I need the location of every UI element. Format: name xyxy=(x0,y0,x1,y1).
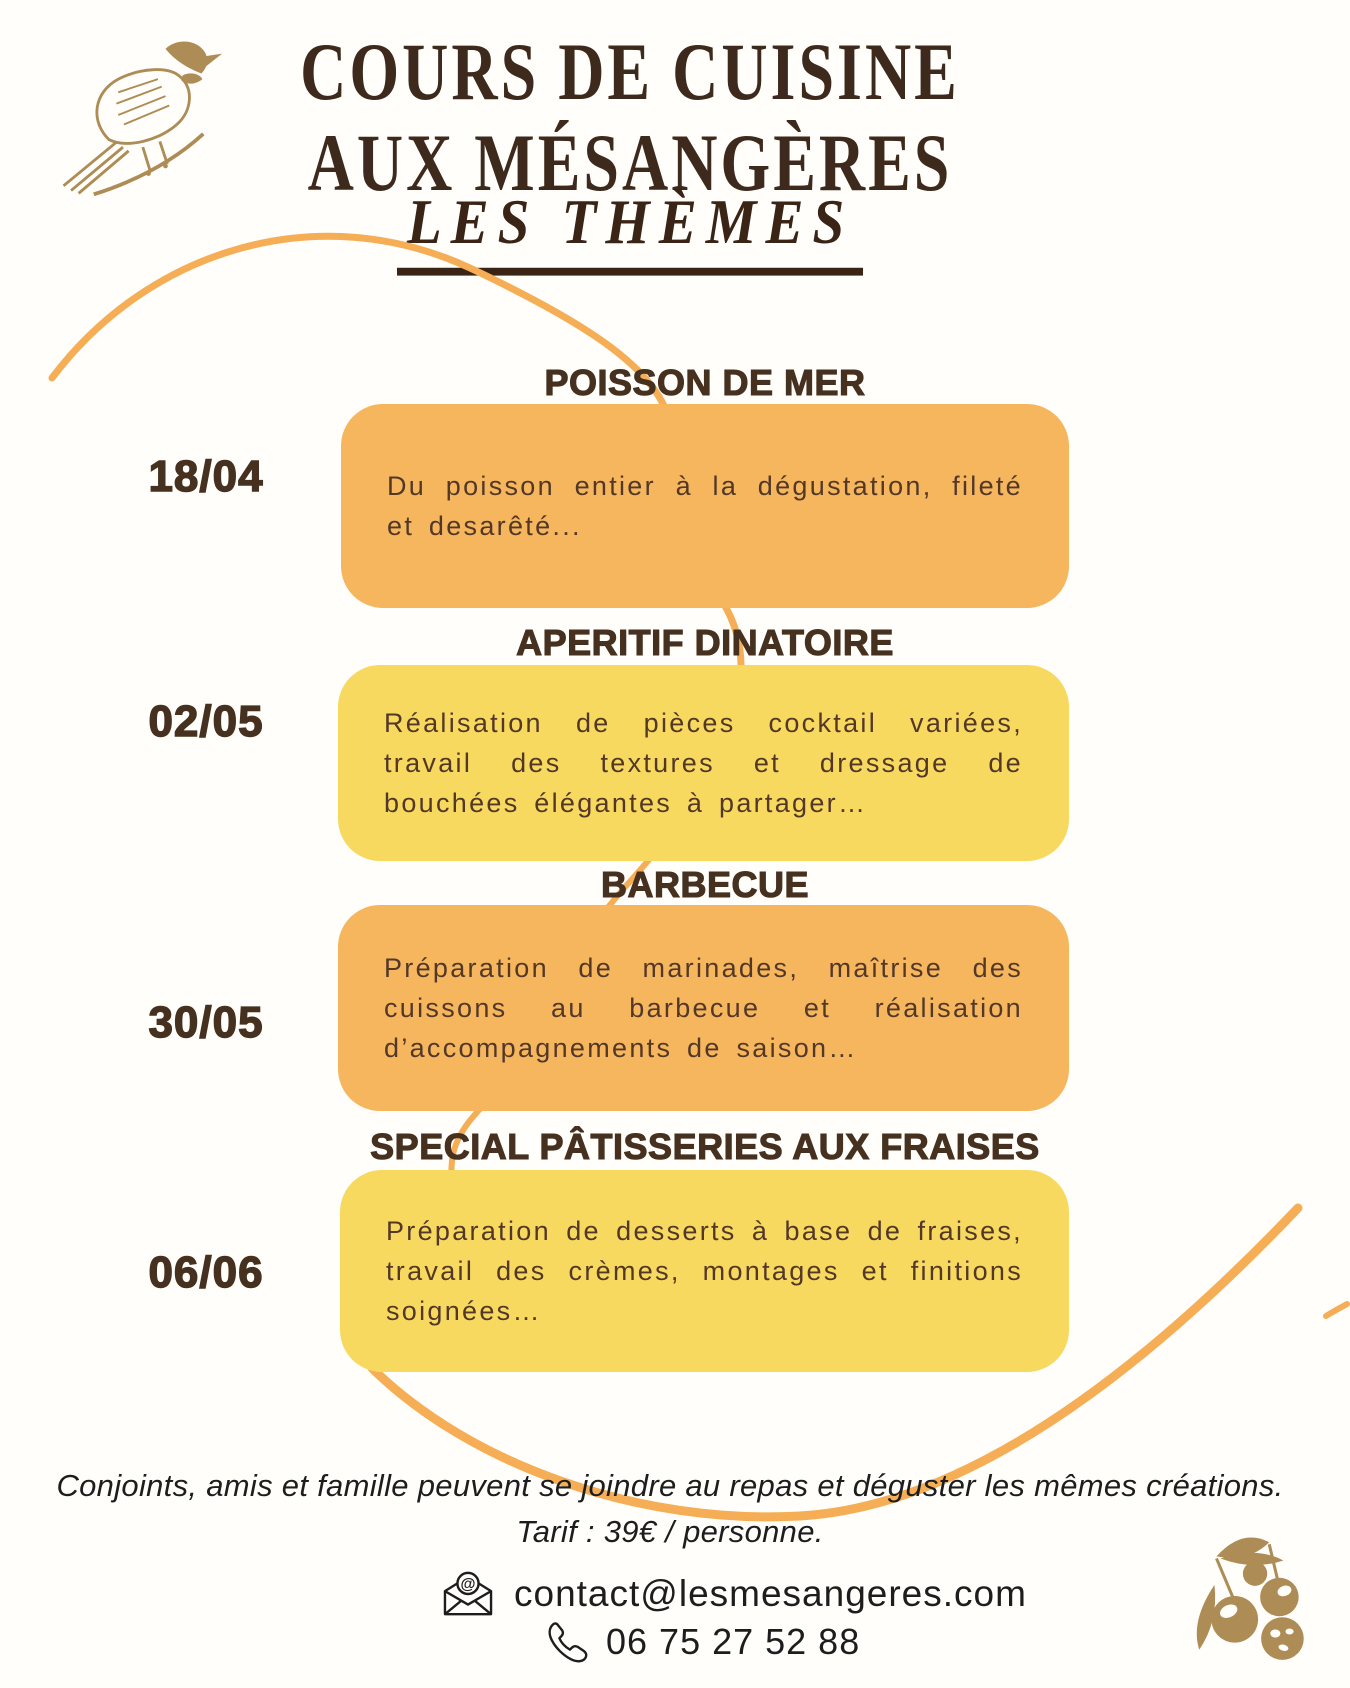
footer-price: Tarif : 39€ / personne. xyxy=(516,1514,824,1549)
theme-card-3 xyxy=(338,905,1069,1111)
svg-text:@: @ xyxy=(460,1576,476,1594)
phone-handset-icon xyxy=(546,1620,590,1664)
email-row xyxy=(440,1570,1027,1618)
title-line-1: COURS DE CUISINE xyxy=(300,26,960,117)
theme-title-barbecue: BARBECUE xyxy=(600,864,809,905)
theme-title-aperitif: APERITIF DINATOIRE xyxy=(516,622,894,663)
theme-title-patisseries: SPECIAL PÂTISSERIES AUX FRAISES xyxy=(370,1126,1040,1167)
footer-note: Conjoints, amis et famille peuvent se joindre au repas et déguster les mêmes créations. xyxy=(56,1468,1284,1503)
theme-description-2: Réalisation de pièces cocktail variées, travail des textures et dressage de bouchées élégantes à partager… xyxy=(384,708,1023,818)
email-text: contact@lesmesangeres.com xyxy=(514,1573,1027,1614)
theme-description-1: Du poisson entier à la dégustation, fileté et desarêté... xyxy=(387,471,1023,541)
bottom-arc-fragment xyxy=(1326,1304,1347,1316)
theme-date-2: 02/05 xyxy=(148,697,264,746)
theme-card-2 xyxy=(338,665,1069,861)
theme-card-4 xyxy=(340,1170,1069,1372)
theme-date-3: 30/05 xyxy=(148,998,264,1047)
phone-text: 06 75 27 52 88 xyxy=(606,1621,861,1662)
title-line-2: AUX MÉSANGÈRES xyxy=(307,116,953,208)
theme-title-poisson: POISSON DE MER xyxy=(544,362,866,403)
envelope-at-icon xyxy=(440,1570,496,1618)
theme-description-3: Préparation de marinades, maîtrise des cuissons au barbecue et réalisation d’accompagnements de saison… xyxy=(384,953,1023,1063)
bird-icon xyxy=(24,30,239,200)
phone-row xyxy=(546,1620,860,1664)
page-subtitle: LES THÈMES xyxy=(397,186,863,276)
theme-description-4: Préparation de desserts à base de fraises, travail des crèmes, montages et finitions soignées… xyxy=(386,1216,1023,1326)
theme-date-4: 06/06 xyxy=(148,1248,264,1297)
theme-date-1: 18/04 xyxy=(148,452,264,501)
theme-card-1 xyxy=(341,404,1069,608)
